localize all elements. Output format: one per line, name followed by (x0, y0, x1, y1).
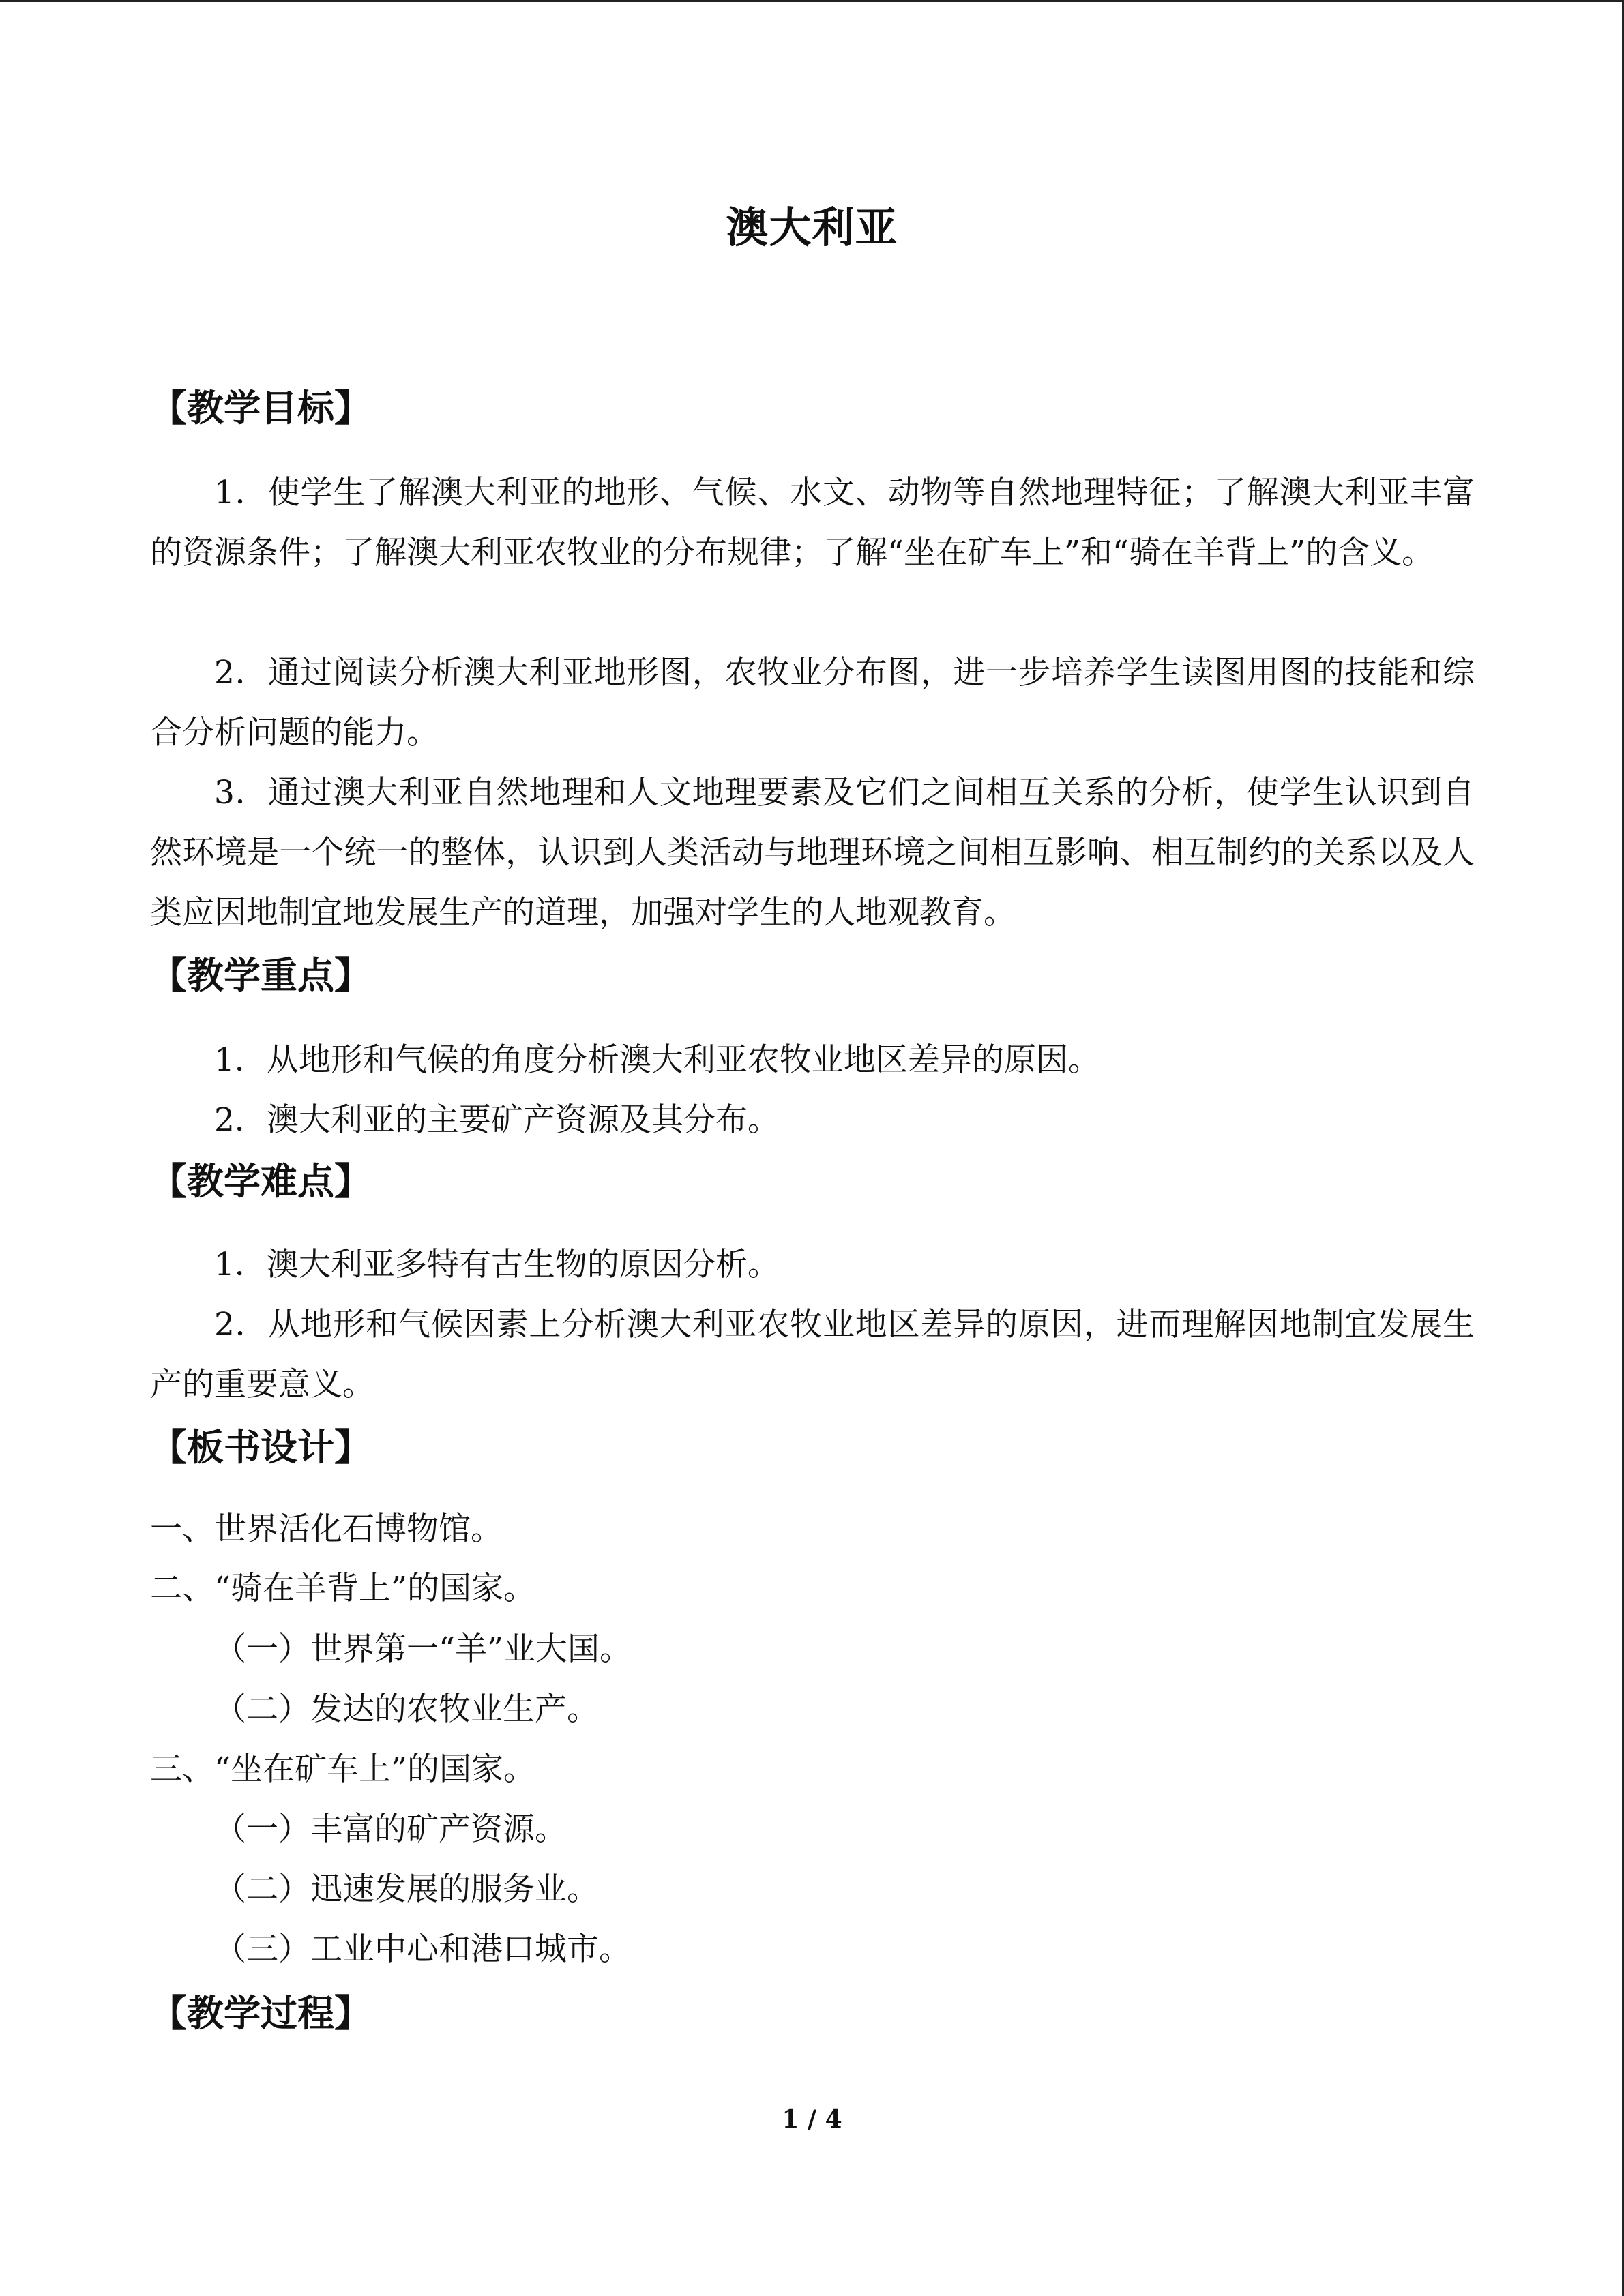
board-line-2: 二、“骑在羊背上”的国家。 (150, 1570, 536, 1607)
board-line-5: 三、“坐在矿车上”的国家。 (150, 1750, 536, 1788)
difficulty-item-1: 1．澳大利亚多特有古生物的原因分析。 (214, 1246, 780, 1283)
objective-item-1: 1．使学生了解澳大利亚的地形、气候、水文、动物等自然地理特征；了解澳大利亚丰富的资源条件；了解澳大利亚农牧业的分布规律；了解“坐在矿车上”和“骑在羊背上”的含义。 (150, 474, 1475, 571)
section-heading-key-points: 【教学重点】 (150, 953, 371, 997)
board-line-7: （二）迅速发展的服务业。 (214, 1870, 599, 1908)
objective-item-2: 2．通过阅读分析澳大利亚地形图，农牧业分布图，进一步培养学生读图用图的技能和综合分析问题的能力。 (150, 654, 1475, 751)
board-line-8: （三）工业中心和港口城市。 (214, 1930, 631, 1968)
board-line-1: 一、世界活化石博物馆。 (150, 1510, 503, 1548)
objective-item-3: 3．通过澳大利亚自然地理和人文地理要素及它们之间相互关系的分析，使学生认识到自然环境是一个统一的整体，认识到人类活动与地理环境之间相互影响、相互制约的关系以及人类应因地制宜地发展生产的道理，加强对学生的人地观教育。 (150, 774, 1475, 931)
board-line-4: （二）发达的农牧业生产。 (214, 1690, 599, 1728)
section-heading-difficulties: 【教学难点】 (150, 1159, 371, 1203)
page-number: 1 / 4 (782, 2105, 842, 2134)
document-title: 澳大利亚 (726, 203, 898, 252)
board-line-6: （一）丰富的矿产资源。 (214, 1810, 567, 1848)
section-heading-board-design: 【板书设计】 (150, 1425, 371, 1469)
key-point-item-2: 2．澳大利亚的主要矿产资源及其分布。 (214, 1101, 780, 1139)
difficulty-item-2: 2．从地形和气候因素上分析澳大利亚农牧业地区差异的原因，进而理解因地制宜发展生产的重要意义。 (150, 1306, 1475, 1403)
section-heading-process: 【教学过程】 (150, 1991, 371, 2035)
board-line-3: （一）世界第一“羊”业大国。 (214, 1630, 632, 1668)
key-point-item-1: 1．从地形和气候的角度分析澳大利亚农牧业地区差异的原因。 (214, 1041, 1100, 1079)
section-heading-objectives: 【教学目标】 (150, 386, 371, 430)
